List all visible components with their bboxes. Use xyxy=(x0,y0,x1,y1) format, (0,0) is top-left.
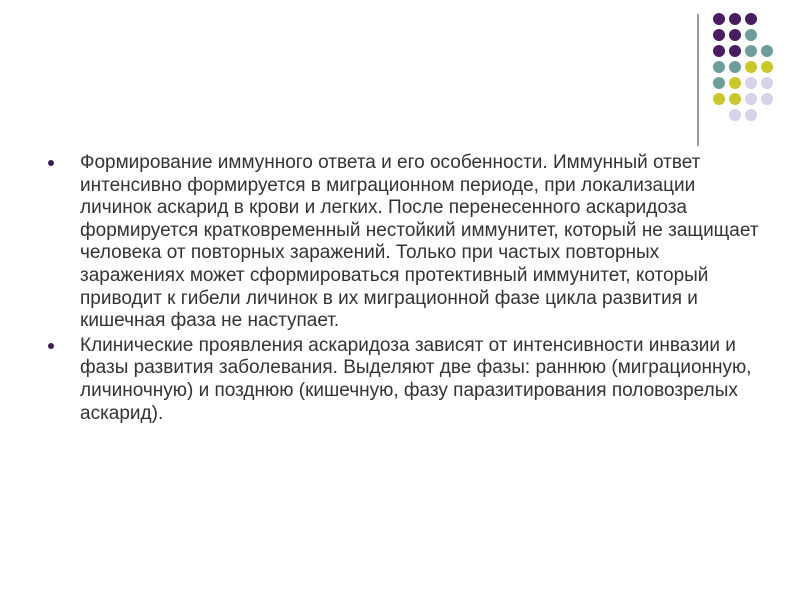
bullet-text-1: Формирование иммунного ответа и его особенности. Иммунный ответ интенсивно формируется в миграционном периоде, при локализации личинок аскарид в крови и легких. После перенесенного аскаридоза формируется кратковременный нестойкий иммунитет, который не защищает человека от повторных заражений. Только при частых повторных заражениях может сформироваться протективный иммунитет, который приводит к гибели личинок в их миграционной фазе цикла развития и кишечная фаза не наступает. xyxy=(80,152,759,332)
bullet-item-2 xyxy=(48,335,768,425)
bullet-list xyxy=(48,152,768,427)
decorative-dot xyxy=(713,13,725,25)
decorative-dot xyxy=(729,13,741,25)
decorative-dot xyxy=(729,93,741,105)
bullet-dot-icon xyxy=(48,160,54,166)
decorative-dot xyxy=(729,77,741,89)
decorative-dot xyxy=(713,61,725,73)
bullet-item-1 xyxy=(48,152,768,333)
decorative-dot xyxy=(729,29,741,41)
decorative-dot xyxy=(745,109,757,121)
decorative-dot xyxy=(761,93,773,105)
decorative-dot xyxy=(713,29,725,41)
decorative-dot xyxy=(745,77,757,89)
decorative-dot xyxy=(745,45,757,57)
decorative-dot xyxy=(729,45,741,57)
bullet-text-2: Клинические проявления аскаридоза зависят от интенсивности инвазии и фазы развития заболевания. Выделяют две фазы: раннюю (миграционную, личиночную) и позднюю (кишечную, фазу паразитирования половозрелых аскарид). xyxy=(80,334,752,424)
decorative-dot xyxy=(761,45,773,57)
decorative-dot xyxy=(729,61,741,73)
decorative-dot xyxy=(761,77,773,89)
decorative-dot xyxy=(729,109,741,121)
divider-line xyxy=(697,14,699,146)
decorative-dot xyxy=(745,13,757,25)
decorative-dot xyxy=(745,29,757,41)
decorative-dot xyxy=(713,77,725,89)
decorative-dot xyxy=(713,45,725,57)
bullet-dot-icon xyxy=(48,343,54,349)
decorative-dot xyxy=(745,61,757,73)
decorative-dot xyxy=(713,93,725,105)
decorative-dot xyxy=(745,93,757,105)
decorative-dot xyxy=(761,61,773,73)
